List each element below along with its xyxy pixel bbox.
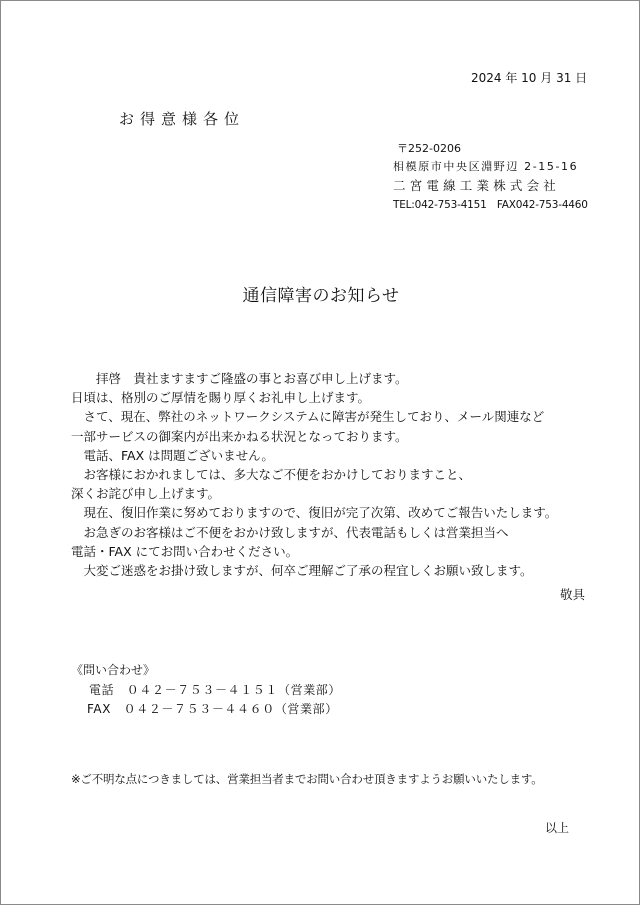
body-line: 電話、FAX は問題ございません。 <box>71 447 274 463</box>
inquiry-heading: 《問い合わせ》 <box>71 663 156 677</box>
body-line: 拝啓 貴社ますますご隆盛の事とお喜び申し上げます。 <box>71 371 408 386</box>
body-line: 電話・FAX にてお問い合わせください。 <box>71 543 299 559</box>
inquiry-fax: FAX ０４２－７５３－４４６０（営業部） <box>87 702 338 716</box>
body-line: 深くお詫び申し上げます。 <box>71 486 221 502</box>
footnote: ※ご不明な点につきましては、営業担当者までお問い合わせ頂きますようお願いいたします。 <box>71 772 543 786</box>
body-line: さて、現在、弊社のネットワークシステムに障害が発生しており、メール関連など <box>71 409 545 425</box>
sender-postal-code: 〒252-0206 <box>397 142 461 155</box>
body-line: お急ぎのお客様はご不便をおかけ致しますが、代表電話もしくは営業担当へ <box>71 524 509 540</box>
body-line: 日頃は、格別のご厚情を賜り厚くお礼申し上げます。 <box>71 390 371 406</box>
notice-body <box>71 369 611 580</box>
issue-date: 2024 年 10 月 31 日 <box>471 71 588 85</box>
sender-company-name: 二宮電線工業株式会社 <box>393 178 561 193</box>
notice-title: 通信障害のお知らせ <box>242 286 400 306</box>
body-line: 現在、復旧作業に努めておりますので、復旧が完了次第、改めてご報告いたします。 <box>71 505 558 521</box>
body-line: 大変ご迷惑をお掛け致しますが、何卒ご理解ご了承の程宜しくお願い致します。 <box>71 562 533 578</box>
inquiry-phone: 電話 ０４２－７５３－４１５１（営業部） <box>89 683 342 697</box>
sender-contact-numbers: TEL:042-753-4151 FAX042-753-4460 <box>393 199 588 211</box>
body-line: お客様におかれましては、多大なご不便をおかけしておりますこと、 <box>71 466 472 482</box>
body-line: 一部サービスの御案内が出来かねる状況となっております。 <box>71 428 408 444</box>
end-mark: 以上 <box>545 821 570 835</box>
recipient-line: お得意様各位 <box>119 110 246 128</box>
closing-keigu: 敬具 <box>559 587 585 602</box>
sender-address: 相模原市中央区淵野辺 2-15-16 <box>393 160 579 173</box>
